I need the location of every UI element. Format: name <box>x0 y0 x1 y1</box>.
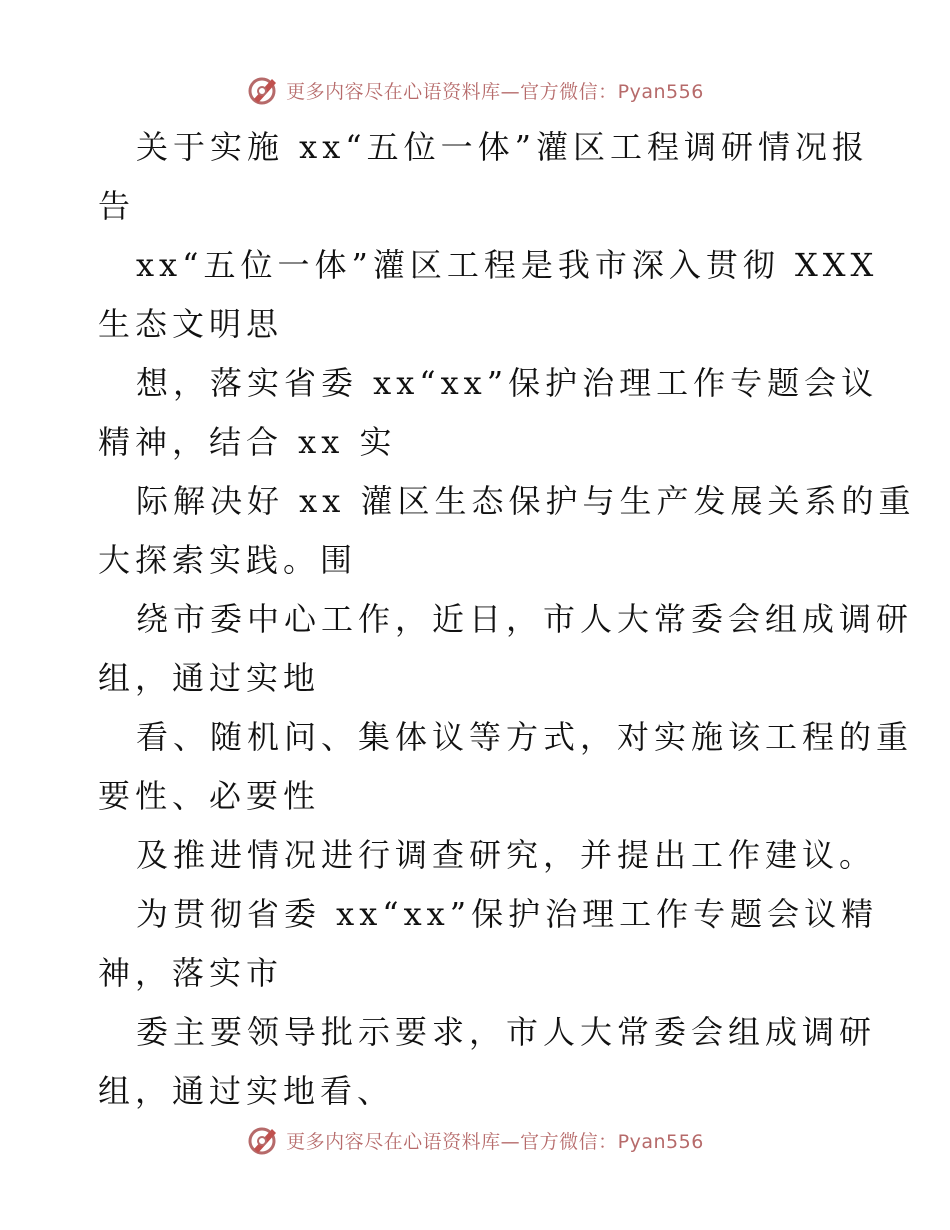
watermark-text: 更多内容尽在心语资料库—官方微信：Pyan556 <box>286 1130 704 1153</box>
pen-logo-icon <box>246 73 280 107</box>
watermark-text: 更多内容尽在心语资料库—官方微信：Pyan556 <box>286 80 704 103</box>
text-line: 生态文明思 <box>98 305 284 343</box>
text-line: 想，落实省委 xx“xx”保护治理工作专题会议 <box>136 364 879 402</box>
text-line: 为贯彻省委 xx“xx”保护治理工作专题会议精 <box>136 895 879 933</box>
header-watermark <box>0 70 950 110</box>
text-line: 组，通过实地看、 <box>98 1072 395 1110</box>
text-line: 要性、必要性 <box>98 777 321 815</box>
text-line: 看、随机问、集体议等方式，对实施该工程的重 <box>136 718 914 756</box>
text-line: xx“五位一体”灌区工程是我市深入贯彻 XXX <box>136 246 879 284</box>
text-line: 告 <box>98 187 136 225</box>
text-line: 关于实施 xx“五位一体”灌区工程调研情况报 <box>136 128 869 166</box>
footer-watermark <box>0 1120 950 1160</box>
pen-logo-icon <box>246 1123 280 1157</box>
text-line: 精神，结合 xx 实 <box>98 423 397 461</box>
text-line: 及推进情况进行调查研究，并提出工作建议。 <box>136 836 877 874</box>
text-line: 神，落实市 <box>98 954 284 992</box>
text-line: 组，通过实地 <box>98 659 321 697</box>
text-line: 大探索实践。围 <box>98 541 358 579</box>
text-line: 际解决好 xx 灌区生态保护与生产发展关系的重 <box>136 482 916 520</box>
text-line: 绕市委中心工作，近日，市人大常委会组成调研 <box>136 600 914 638</box>
document-body <box>98 118 916 1121</box>
text-line: 委主要领导批示要求，市人大常委会组成调研 <box>136 1013 877 1051</box>
